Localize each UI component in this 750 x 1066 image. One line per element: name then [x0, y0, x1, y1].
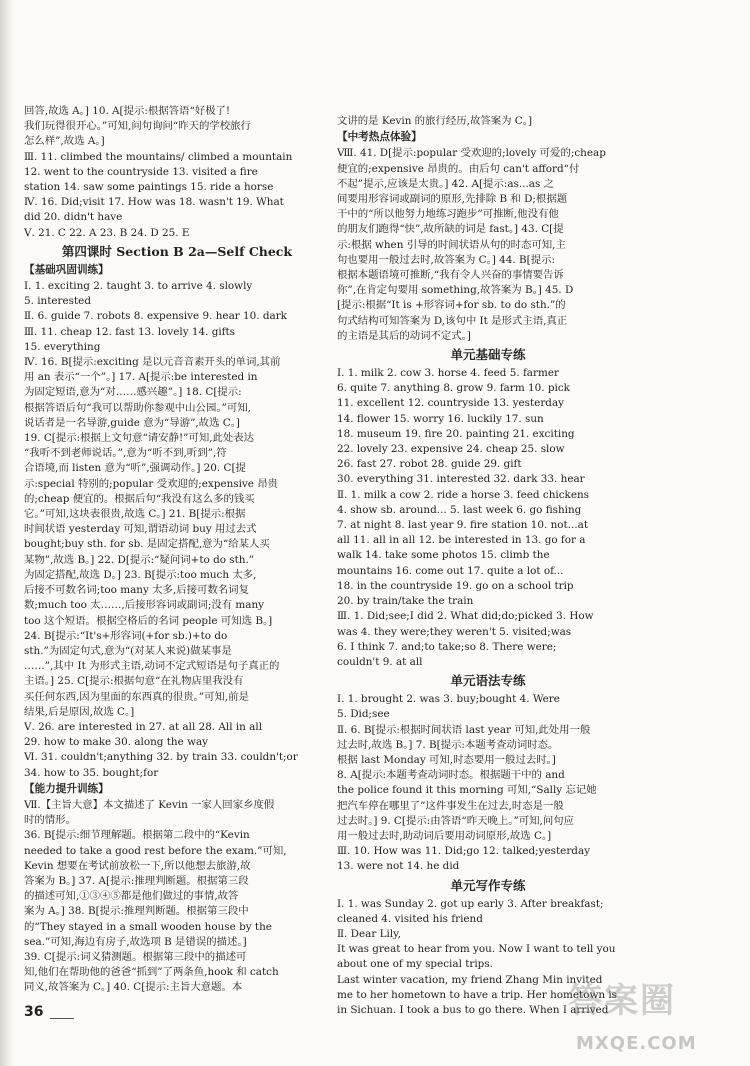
answer-line: 后接不可数名词;too many 太多,后接可数名词复 — [24, 584, 249, 597]
answer-line: 回答,故选 A。] 10. A[提示:根据答语“好极了! — [24, 105, 231, 117]
answer-line: 把汽车停在哪里了”这件事发生在过去,时态是一般 — [337, 799, 564, 812]
answer-line: Ⅱ. Dear Lily, — [337, 927, 401, 940]
section-title: 单元语法专练 — [450, 673, 526, 689]
answer-line: [提示:根据“It is +形容词+for sb. to do sth.”的 — [337, 299, 566, 312]
answer-line: Ⅳ. 16. B[提示:exciting 是以元音音素开头的单词,其前 — [24, 356, 281, 369]
answer-line: 的描述可知,①③④⑤都是他们做过的事情,故答 — [24, 890, 239, 903]
answer-line: 7. at night 8. last year 9. fire station 10. not...at — [337, 519, 589, 532]
answer-line: Ⅲ. 11. cheap 12. fast 13. lovely 14. gifts — [24, 325, 236, 338]
section-title: 第四课时 Section B 2a—Self Check — [61, 243, 293, 259]
answer-line: walk 14. take some photos 15. climb the — [337, 549, 550, 562]
answer-line: 间要用形容词或副词的原形,先排除 B 和 D;根据题 — [337, 193, 568, 206]
answer-line: Ⅰ. 1. exciting 2. taught 3. to arrive 4. slowly — [24, 280, 253, 293]
answer-line: Ⅳ. 16. Did;visit 17. How was 18. wasn't 19. What — [24, 196, 284, 209]
answer-line: 39. C[提示:词义猜测题。根据第三段中的描述可 — [24, 950, 247, 963]
answer-line: 不起”提示,应该是太贵。] 42. A[提示:as...as 之 — [337, 177, 554, 190]
answer-line: 怎么样”,故选 A。] — [24, 135, 105, 148]
subsection-heading: 【能力提升训练】 — [24, 782, 109, 795]
answer-line: 14. flower 15. worry 16. luckily 17. sun — [337, 412, 544, 425]
answer-line: 便宜的;expensive 昂贵的。由后句 can't afford“付 — [337, 162, 580, 175]
subsection-heading: 【基础巩固训练】 — [24, 263, 109, 276]
answer-line: 6. I think 7. and;to take;so 8. There were; — [337, 640, 557, 653]
scan-shadow — [0, 0, 14, 1066]
answer-line: Last winter vacation, my friend Zhang Min invited — [337, 973, 603, 986]
answer-line: 时的情形。 — [24, 814, 76, 827]
section-title: 单元写作专练 — [450, 877, 526, 893]
answer-line: “我听不到老师说话。”,意为“听不到,听到”,符 — [24, 447, 227, 460]
answer-line: 36. B[提示:细节理解题。根据第二段中的“Kevin — [24, 829, 250, 842]
answer-line: 答案为 B。] 37. A[提示:推理判断题。根据第三段 — [24, 874, 249, 887]
section-title: 单元基础专练 — [450, 347, 526, 363]
watermark-logo — [558, 981, 738, 1060]
answer-line: 20. by train/take the train — [337, 595, 474, 608]
answer-line: 为固定搭配,故选 D。] 23. B[提示:too much 太多, — [24, 568, 257, 581]
answer-line: 句式结构可知答案为 D,该句中 It 是形式主语,真正 — [337, 314, 568, 327]
answer-line: was 4. they were;they weren't 5. visited;was — [337, 625, 572, 638]
answer-line: Ⅰ. 1. was Sunday 2. got up early 3. After breakfast; — [337, 897, 604, 910]
answer-line: station 14. saw some paintings 15. ride a horse — [24, 181, 274, 194]
answer-line: 18. in the countryside 19. go on a school trip — [337, 579, 574, 592]
answer-line: 22. lovely 23. expensive 24. cheap 25. slow — [337, 443, 565, 456]
answer-line: 根据本题语境可推断,“我有令人兴奋的事情要告诉 — [337, 269, 564, 282]
answer-line: 某物”,故选 B。] 22. D[提示:“疑问词+to do sth.” — [24, 553, 255, 566]
answer-line: Ⅶ.【主旨大意】本文描述了 Kevin 一家人回家乡度假 — [24, 798, 275, 811]
answer-line: 根据 last Monday 可知,时态要用一般过去时。] — [337, 753, 556, 766]
answer-line: Ⅲ. 11. climbed the mountains/ climbed a mountain — [24, 150, 293, 163]
answer-line: 说话者是一名导游,guide 意为“导游”,故选 C。] — [24, 416, 240, 429]
answer-line: 15. everything — [24, 340, 101, 353]
answer-line: 知,他们在帮助他的爸爸“抓到”了两条鱼,hook 和 catch — [24, 966, 279, 979]
answer-line: Ⅲ. 1. Did;see;I did 2. What did;do;picked 3. How — [337, 610, 594, 623]
answer-line: 4. show sb. around... 5. last week 6. go fishing — [337, 503, 582, 516]
answer-line: Ⅱ. 6. B[提示:根据时间状语 last year 可知,此处用一般 — [337, 723, 591, 736]
answer-line: 数;much too 太……,后接形容词或副词;没有 many — [24, 599, 265, 612]
answer-line: 合语境,而 listen 意为“听”,强调动作。] 20. C[提 — [24, 462, 246, 475]
answer-line: 24. B[提示:“It's+形容词(+for sb.)+to do — [24, 629, 228, 642]
answer-line: 过去时,故选 B。] 7. B[提示:本题考查动词时态。 — [337, 738, 559, 751]
answer-line: 11. excellent 12. countryside 13. yesterday — [337, 397, 565, 410]
answer-line: me to her hometown to have a trip. Her hometown is — [337, 988, 617, 1001]
answer-line: 的主语是其后的动词不定式。] — [337, 329, 471, 342]
answer-line: 为固定短语,意为“对……感兴趣”。] 18. C[提示: — [24, 386, 242, 399]
answer-line: 句也要用一般过去时,故答案为 C。] 44. B[提示: — [337, 253, 555, 266]
answer-line: Ⅴ. 26. are interested in 27. at all 28. All in all — [24, 720, 263, 733]
answer-line: 的“They stayed in a small wooden house by the — [24, 920, 272, 933]
answer-line: 18. museum 19. fire 20. painting 21. exciting — [337, 427, 575, 440]
answer-line: Ⅰ. 1. brought 2. was 3. buy;bought 4. Were — [337, 693, 560, 706]
answer-line: 根据答语后句“我可以帮助你参观中山公园。”可知, — [24, 401, 251, 414]
answer-line: 30. everything 31. interested 32. dark 33. hear — [337, 473, 585, 486]
watermark-text: 答案圈 — [568, 981, 676, 1021]
answer-line: 26. fast 27. robot 28. guide 29. gift — [337, 458, 522, 471]
answer-line: mountains 16. come out 17. quite a lot of... — [337, 564, 564, 577]
answer-line: 示:special 特别的;popular 受欢迎的;expensive 昂贵 — [24, 477, 279, 490]
left-column — [24, 104, 330, 996]
answer-line: 过去时。] 9. C[提示:由答语“昨天晚上。”可知,问句应 — [337, 814, 575, 827]
answer-line: 结果,后是原因,故选 C。] — [24, 705, 135, 718]
page-number: 36 — [24, 1004, 44, 1020]
page-number-rule — [50, 1018, 74, 1019]
answer-line: Ⅲ. 10. How was 11. Did;go 12. talked;yesterday — [337, 845, 591, 858]
answer-line: 34. how to 35. bought;for — [24, 766, 159, 779]
answer-line: 19. C[提示:根据上文句意“请安静!”可知,此处表达 — [24, 432, 255, 445]
answer-line: 时间状语 yesterday 可知,谓语动词 buy 用过去式 — [24, 523, 257, 536]
answer-line: Ⅰ. 1. milk 2. cow 3. horse 4. feed 5. farmer — [337, 367, 559, 380]
answer-line: 我们玩得很开心。”可知,问句询问“昨天的学校旅行 — [24, 120, 251, 133]
answer-line: Ⅵ. 31. couldn't;anything 32. by train 33. couldn't;or — [24, 751, 298, 764]
answer-line: 的;cheap 便宜的。根据后句“我没有这么多的钱买 — [24, 492, 255, 505]
answer-line: 12. went to the countryside 13. visited a fire — [24, 165, 258, 178]
answer-line: did 20. didn't have — [24, 211, 123, 224]
answer-line: couldn't 9. at all — [337, 655, 423, 668]
right-column — [337, 114, 639, 1018]
answer-line: Ⅴ. 21. C 22. A 23. B 24. D 25. E — [24, 226, 190, 239]
answer-line: 同义,故答案为 C。] 40. C[提示:主旨大意题。本 — [24, 981, 243, 994]
answer-line: all 11. all in all 12. be interested in 13. go for a — [337, 534, 586, 547]
answer-line: Ⅱ. 1. milk a cow 2. ride a horse 3. feed chickens — [337, 488, 589, 501]
answer-line: It was great to hear from you. Now I want to tell you — [337, 943, 616, 956]
answer-line: 29. how to make 30. along the way — [24, 736, 209, 749]
answer-line: 文讲的是 Kevin 的旅行经历,故答案为 C。] — [337, 115, 533, 127]
answer-line: too 这个短语。根据空格后的名词 people 可知选 B。] — [24, 614, 273, 627]
answer-line: 13. were not 14. he did — [337, 860, 460, 873]
answer-line: in Sichuan. I took a bus to go there. When I arrived — [337, 1003, 609, 1016]
answer-line: 干中的“所以他努力地练习跑步”可推断,他没有他 — [337, 208, 559, 221]
answer-line: needed to take a good rest before the exam.”可知, — [24, 844, 287, 857]
answer-line: 的朋友们跑得“快”,故所缺的词是 fast。] 43. C[提 — [337, 223, 564, 236]
answer-line: Ⅱ. 6. guide 7. robots 8. expensive 9. hear 10. dark — [24, 310, 287, 323]
watermark-url: MXQE.COM — [576, 1033, 697, 1054]
answer-line: 你”,在肯定句要用 something,故答案为 B。] 45. D — [337, 284, 574, 297]
answer-line: 买任何东西,因为里面的东西真的很贵。”可知,前是 — [24, 690, 249, 703]
answer-line: sea.”可知,海边有房子,故选项 B 是错误的描述。] — [24, 935, 247, 948]
answer-line: Ⅷ. 41. D[提示:popular 受欢迎的;lovely 可爱的;cheap — [337, 147, 606, 160]
answer-line: 5. interested — [24, 295, 91, 308]
answer-line: ……”,其中 It 为形式主语,动词不定式短语是句子真正的 — [24, 660, 280, 673]
answer-line: about one of my special trips. — [337, 958, 493, 971]
answer-line: 5. Did;see — [337, 708, 390, 721]
answer-line: 案为 A。] 38. B[提示:推理判断题。根据第三段中 — [24, 905, 249, 918]
answer-line: the police found it this morning 可知,“Sally 忘记她 — [337, 784, 597, 797]
answer-line: 用一般过去时,助动词后要用动词原形,故选 C。] — [337, 829, 552, 842]
answer-line: 示:根据 when 引导的时间状语从句的时态可知,主 — [337, 238, 566, 251]
answer-line: sth.”为固定句式,意为“(对某人来说)做某事是 — [24, 644, 232, 657]
answer-line: Kevin 想要在考试前放松一下,所以他想去旅游,故 — [24, 859, 251, 872]
answer-line: 它。”可知,这块表很贵,故选 C。] 21. B[提示:根据 — [24, 508, 246, 521]
answer-line: 用 an 表示“一个”。] 17. A[提示:be interested in — [24, 371, 258, 384]
answer-line: cleaned 4. visited his friend — [337, 912, 483, 925]
answer-line: 6. quite 7. anything 8. grow 9. farm 10. pick — [337, 382, 570, 395]
answer-line: 主语。] 25. C[提示:根据句意“在礼物店里我没有 — [24, 675, 244, 688]
answer-line: 8. A[提示:本题考查动词时态。根据题干中的 and — [337, 769, 565, 782]
subsection-heading: 【中考热点体验】 — [337, 131, 422, 144]
answer-line: bought;buy sth. for sb. 是固定搭配,意为“给某人买 — [24, 538, 270, 551]
